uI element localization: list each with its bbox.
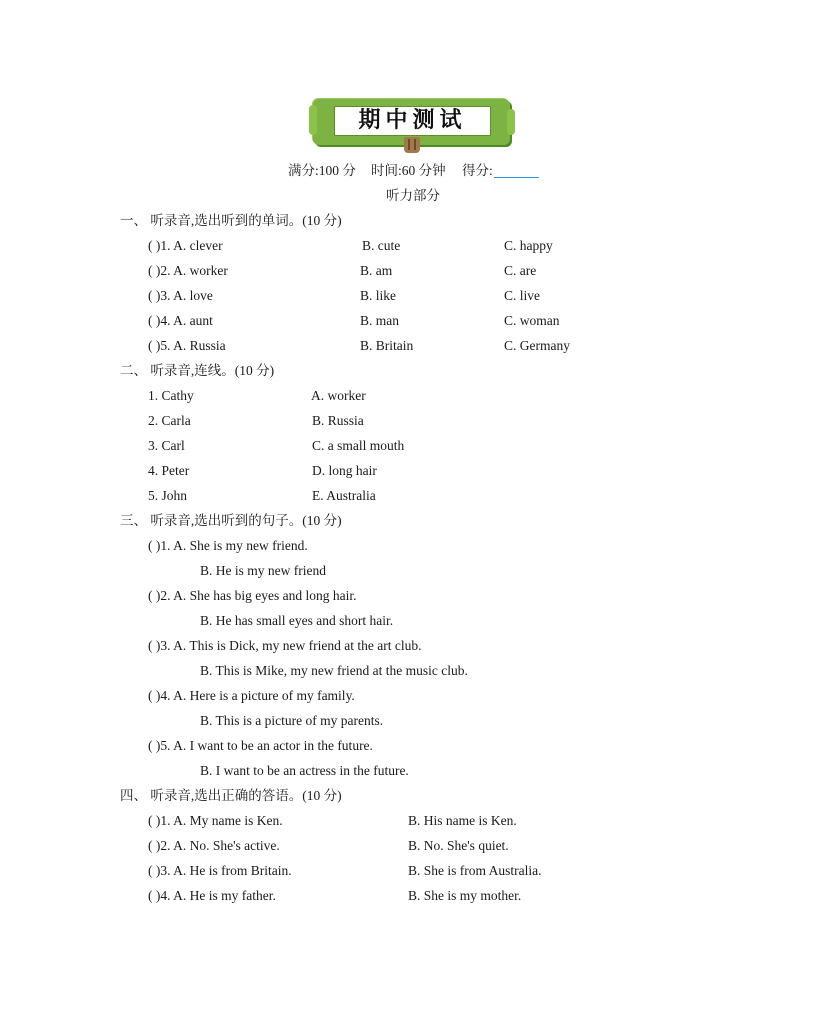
s4-q2-b: B. No. She's quiet. (408, 838, 509, 853)
s2-right-4: D. long hair (312, 463, 377, 478)
section-2-heading: 二、 听录音,连线。(10 分) (120, 363, 275, 378)
s3-q1-b: B. He is my new friend (200, 563, 326, 578)
s2-right-3: C. a small mouth (312, 438, 405, 453)
s4-q4-a: ( )4. A. He is my father. (148, 888, 276, 903)
s1-q2-b: B. am (360, 263, 393, 278)
s1-q2-c: C. are (504, 263, 537, 278)
s1-q5-a: ( )5. A. Russia (148, 338, 226, 353)
s2-left-5: 5. John (148, 488, 188, 503)
s2-left-3: 3. Carl (148, 438, 185, 453)
s4-q3-b: B. She is from Australia. (408, 863, 542, 878)
s1-q1-c: C. happy (504, 238, 553, 253)
s3-q1-a: ( )1. A. She is my new friend. (148, 538, 308, 553)
s4-q1-b: B. His name is Ken. (408, 813, 517, 828)
s2-right-2: B. Russia (312, 413, 364, 428)
s3-q4-b: B. This is a picture of my parents. (200, 713, 384, 728)
s3-q5-a: ( )5. A. I want to be an actor in the future. (148, 738, 373, 753)
s4-q2-a: ( )2. A. No. She's active. (148, 838, 280, 853)
s2-left-4: 4. Peter (148, 463, 190, 478)
full-marks: 满分:100 分 (288, 163, 356, 178)
time-limit: 时间:60 分钟 (371, 163, 446, 178)
s1-q4-b: B. man (360, 313, 399, 328)
section-1-heading: 一、 听录音,选出听到的单词。(10 分) (120, 213, 342, 228)
section-4-heading: 四、 听录音,选出正确的答语。(10 分) (120, 788, 342, 803)
s2-left-2: 2. Carla (148, 413, 191, 428)
s3-q2-b: B. He has small eyes and short hair. (200, 613, 394, 628)
s3-q4-a: ( )4. A. Here is a picture of my family. (148, 688, 355, 703)
s3-q3-a: ( )3. A. This is Dick, my new friend at the art club. (148, 638, 422, 653)
s1-q1-a: ( )1. A. clever (148, 238, 223, 253)
banner-clip-icon (404, 137, 420, 153)
s1-q2-a: ( )2. A. worker (148, 263, 228, 278)
s1-q5-c: C. Germany (504, 338, 570, 353)
s2-right-5: E. Australia (312, 488, 376, 503)
s1-q3-c: C. live (504, 288, 540, 303)
s1-q4-c: C. woman (504, 313, 560, 328)
score-blank[interactable] (494, 177, 539, 178)
s2-right-1: A. worker (311, 388, 366, 403)
page-title: 期中测试 (358, 108, 467, 133)
s1-q1-b: B. cute (362, 238, 401, 253)
s3-q3-b: B. This is Mike, my new friend at the music club. (200, 663, 468, 678)
s1-q3-a: ( )3. A. love (148, 288, 213, 303)
s4-q3-a: ( )3. A. He is from Britain. (148, 863, 292, 878)
s3-q2-a: ( )2. A. She has big eyes and long hair. (148, 588, 357, 603)
section-3-heading: 三、 听录音,选出听到的句子。(10 分) (120, 513, 342, 528)
s3-q5-b: B. I want to be an actress in the future. (200, 763, 409, 778)
title-banner (313, 97, 512, 155)
score-label: 得分: (462, 163, 493, 178)
part-title: 听力部分 (386, 188, 440, 203)
s4-q4-b: B. She is my mother. (408, 888, 522, 903)
s4-q1-a: ( )1. A. My name is Ken. (148, 813, 283, 828)
s2-left-1: 1. Cathy (148, 388, 194, 403)
s1-q3-b: B. like (360, 288, 396, 303)
s1-q5-b: B. Britain (360, 338, 414, 353)
s1-q4-a: ( )4. A. aunt (148, 313, 213, 328)
